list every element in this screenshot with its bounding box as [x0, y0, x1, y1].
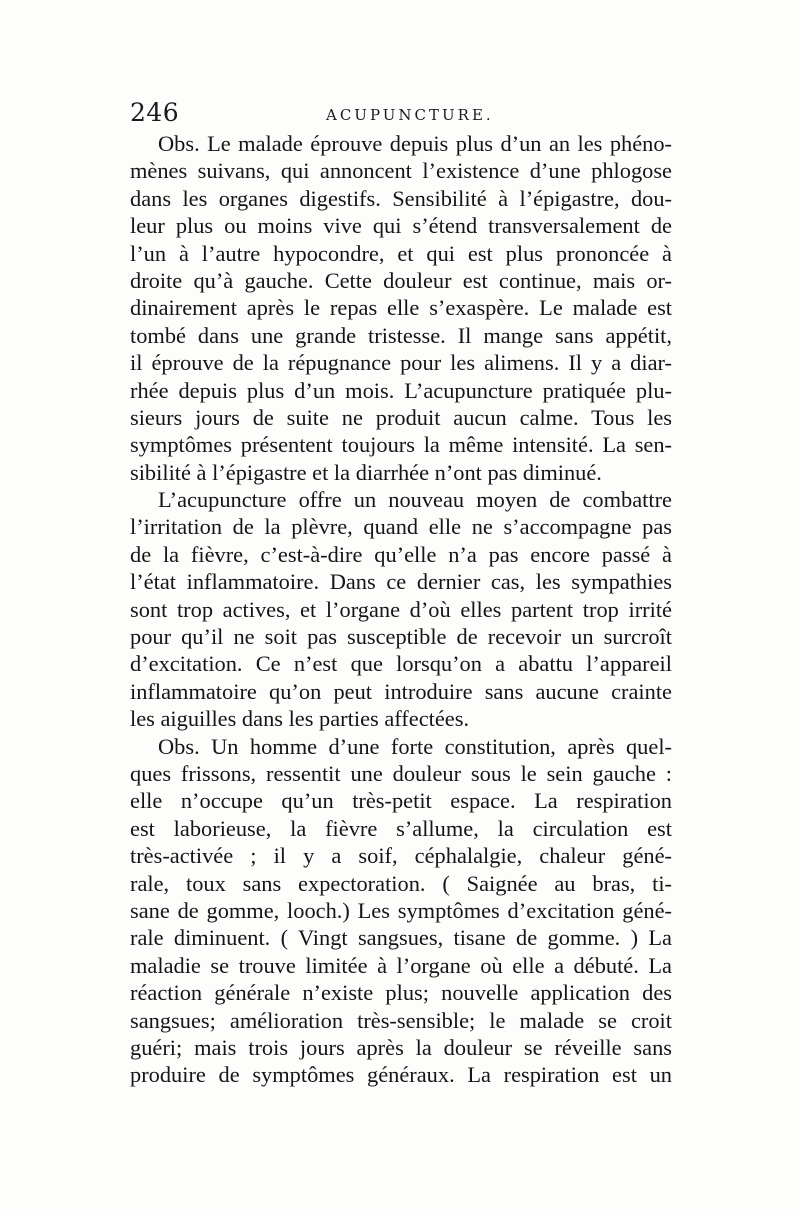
text-line: rhée depuis plus d’un mois. L’acupuncture pratiquée plu-	[130, 377, 672, 403]
text-line: pour qu’il ne soit pas susceptible de recevoir un surcroît	[130, 624, 672, 650]
running-title: ACUPUNCTURE.	[326, 106, 494, 124]
text-line: tombé dans une grande tristesse. Il mange sans appétit,	[130, 322, 672, 348]
text-line: il éprouve de la répugnance pour les alimens. Il y a diar-	[130, 350, 672, 376]
text-line: d’excitation. Ce n’est que lorsqu’on a abattu l’appareil	[130, 651, 672, 677]
text-line: guéri; mais trois jours après la douleur se réveille sans	[130, 1034, 672, 1060]
text-line: ques frissons, ressentit une douleur sous le sein gauche :	[130, 760, 672, 786]
text-line: sangsues; amélioration très-sensible; le malade se croit	[130, 1007, 672, 1033]
page-header	[130, 98, 670, 132]
text-line: elle n’occupe qu’un très-petit espace. La respiration	[130, 788, 672, 814]
text-line: leur plus ou moins vive qui s’étend transversalement de	[130, 213, 672, 239]
text-line: symptômes présentent toujours la même intensité. La sen-	[130, 432, 672, 458]
text-line: l’état inflammatoire. Dans ce dernier cas, les sympathies	[130, 569, 672, 595]
text-line: Obs. Un homme d’une forte constitution, après quel-	[158, 733, 672, 759]
text-line: sane de gomme, looch.) Les symptômes d’excitation géné-	[130, 897, 672, 923]
text-line: l’irritation de la plèvre, quand elle ne s’accompagne pas	[130, 514, 672, 540]
text-line: réaction générale n’existe plus; nouvelle application des	[130, 980, 672, 1006]
text-line: sont trop actives, et l’organe d’où elles partent trop irrité	[130, 596, 672, 622]
text-line: Obs. Le malade éprouve depuis plus d’un an les phéno-	[158, 131, 672, 156]
page-number: 246	[130, 98, 180, 127]
text-line: L’acupuncture offre un nouveau moyen de combattre	[158, 487, 672, 513]
text-line: maladie se trouve limitée à l’organe où elle a débuté. La	[130, 952, 672, 978]
text-line: inflammatoire qu’on peut introduire sans aucune crainte	[130, 678, 672, 704]
text-line: rale, toux sans expectoration. ( Saignée au bras, ti-	[130, 870, 672, 896]
text-line: les aiguilles dans les parties affectées.	[130, 706, 470, 732]
text-line: droite qu’à gauche. Cette douleur est continue, mais or-	[130, 267, 672, 293]
text-line: sibilité à l’épigastre et la diarrhée n’ont pas diminué.	[130, 459, 602, 485]
text-line: rale diminuent. ( Vingt sangsues, tisane de gomme. ) La	[130, 925, 672, 951]
text-line: dans les organes digestifs. Sensibilité à l’épigastre, dou-	[130, 185, 672, 211]
text-line: sieurs jours de suite ne produit aucun calme. Tous les	[130, 404, 672, 430]
text-line: l’un à l’autre hypocondre, et qui est plus prononcée à	[130, 240, 672, 266]
body-text	[130, 130, 672, 1089]
text-line: très-activée ; il y a soif, céphalalgie, chaleur géné-	[130, 843, 672, 869]
text-line: produire de symptômes généraux. La respiration est un	[130, 1062, 672, 1088]
text-line: mènes suivans, qui annoncent l’existence d’une phlogose	[130, 158, 672, 184]
text-line: de la fièvre, c’est-à-dire qu’elle n’a pas encore passé à	[130, 541, 672, 567]
text-line: dinairement après le repas elle s’exaspère. Le malade est	[130, 295, 672, 321]
text-line: est laborieuse, la fièvre s’allume, la circulation est	[130, 815, 672, 841]
